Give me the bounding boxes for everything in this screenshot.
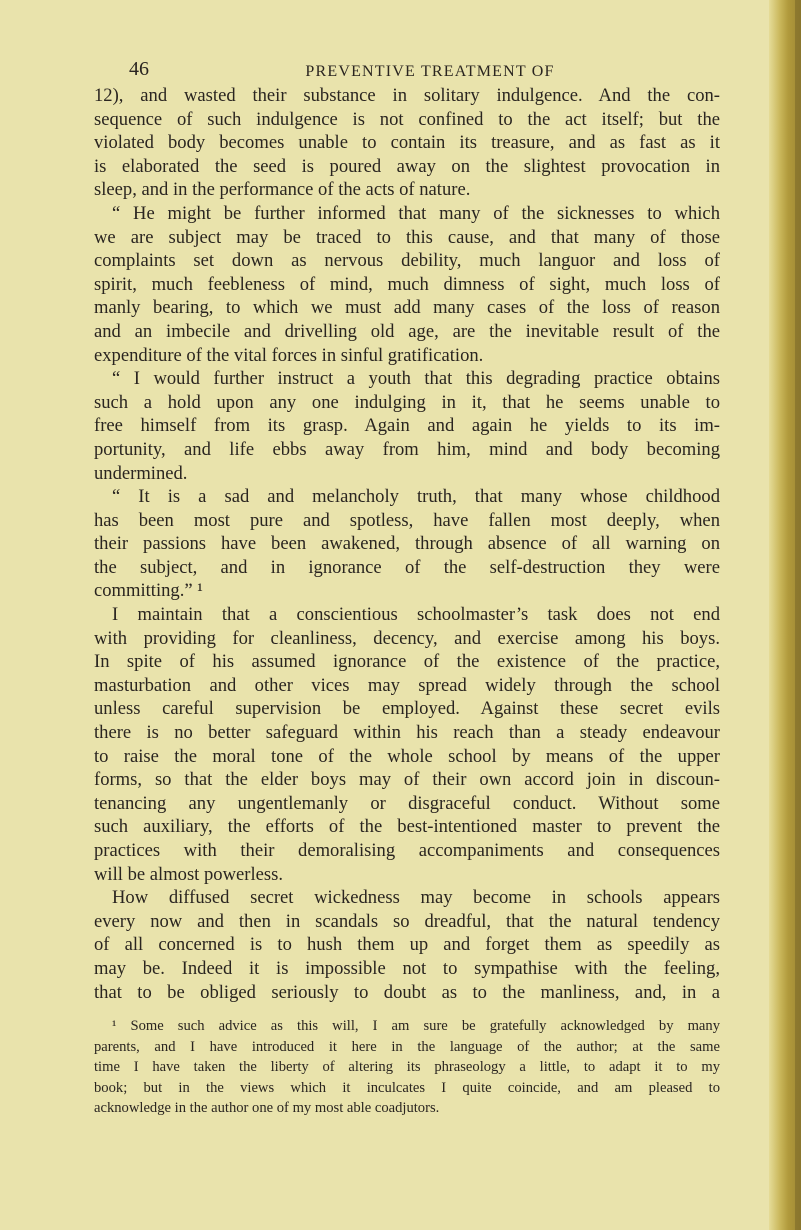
text-line: 12), and wasted their substance in solitary indulgence. And the con- <box>94 85 720 106</box>
text-line: “ I would further instruct a youth that this degrading practice obtains <box>112 368 720 390</box>
text-line: there is no better safeguard within his reach than a steady endeavour <box>94 722 720 744</box>
text-line: sequence of such indulgence is not confined to the act itself; but the <box>94 108 720 130</box>
text-line: complaints set down as nervous debility, much languor and loss of <box>94 250 720 272</box>
text-line: unless careful supervision be employed. Against these secret evils <box>94 698 720 720</box>
text-line: portunity, and life ebbs away from him, mind and body becoming <box>94 438 720 460</box>
text-line: committing.” ¹ <box>94 580 203 602</box>
text-line: free himself from its grasp. Again and again he yields to its im- <box>94 415 720 437</box>
text-line: violated body becomes unable to contain its treasure, and as fast as it <box>94 132 720 154</box>
footnote <box>94 1016 720 1119</box>
footnote-line: parents, and I have introduced it here in the language of the author; at the same <box>94 1038 720 1055</box>
text-line: undermined. <box>94 462 188 484</box>
text-line: will be almost powerless. <box>94 863 284 885</box>
text-line: that to be obliged seriously to doubt as to the manliness, and, in a <box>94 981 720 1003</box>
text-line: and an imbecile and drivelling old age, are the inevitable result of the <box>94 320 720 342</box>
page-edge-shadow <box>795 0 801 1230</box>
text-line: sleep, and in the performance of the acts of nature. <box>94 179 471 201</box>
running-title: PREVENTIVE TREATMENT OF <box>305 63 555 80</box>
text-line: is elaborated the seed is poured away on the slightest provocation in <box>94 155 720 177</box>
text-line: In spite of his assumed ignorance of the existence of the practice, <box>94 651 720 673</box>
footnote-line: book; but in the views which it inculcates I quite coincide, and am pleased to <box>94 1079 720 1096</box>
text-line: we are subject may be traced to this cause, and that many of those <box>94 226 720 248</box>
text-line: tenancing any ungentlemanly or disgraceful conduct. Without some <box>94 792 720 814</box>
text-line: masturbation and other vices may spread widely through the school <box>94 674 720 696</box>
text-line: I maintain that a conscientious schoolmaster’s task does not end <box>112 604 720 626</box>
text-line: manly bearing, to which we must add many cases of the loss of reason <box>94 297 720 319</box>
text-line: of all concerned is to hush them up and forget them as speedily as <box>94 934 720 956</box>
text-line: their passions have been awakened, through absence of all warning on <box>94 533 720 555</box>
text-line: such auxiliary, the efforts of the best-intentioned master to prevent the <box>94 816 720 838</box>
text-line: may be. Indeed it is impossible not to sympathise with the feeling, <box>94 957 720 979</box>
text-line: every now and then in scandals so dreadful, that the natural tendency <box>94 910 720 932</box>
text-line: to raise the moral tone of the whole school by means of the upper <box>94 745 720 767</box>
page-number: 46 <box>129 58 149 80</box>
text-line: “ It is a sad and melancholy truth, that many whose childhood <box>112 486 720 508</box>
text-line: expenditure of the vital forces in sinful gratification. <box>94 344 484 366</box>
footnote-line: time I have taken the liberty of altering its phraseology a little, to adapt it to my <box>94 1059 720 1075</box>
text-line: practices with their demoralising accompaniments and consequences <box>94 840 720 861</box>
footnote-line: ¹ Some such advice as this will, I am sure be gratefully acknowledged by many <box>112 1018 720 1034</box>
text-line: with providing for cleanliness, decency, and exercise among his boys. <box>94 627 720 649</box>
text-line: the subject, and in ignorance of the self-destruction they were <box>94 556 720 578</box>
text-line: has been most pure and spotless, have fallen most deeply, when <box>94 509 720 531</box>
text-line: How diffused secret wickedness may become in schools appears <box>112 887 720 909</box>
body-text <box>94 84 720 1004</box>
text-line: “ He might be further informed that many of the sicknesses to which <box>112 202 720 224</box>
text-line: forms, so that the elder boys may of their own accord join in discoun- <box>94 769 720 791</box>
text-line: such a hold upon any one indulging in it, that he seems unable to <box>94 391 720 413</box>
footnote-line: acknowledge in the author one of my most able coadjutors. <box>94 1100 440 1116</box>
text-line: spirit, much feebleness of mind, much dimness of sight, much loss of <box>94 273 720 295</box>
